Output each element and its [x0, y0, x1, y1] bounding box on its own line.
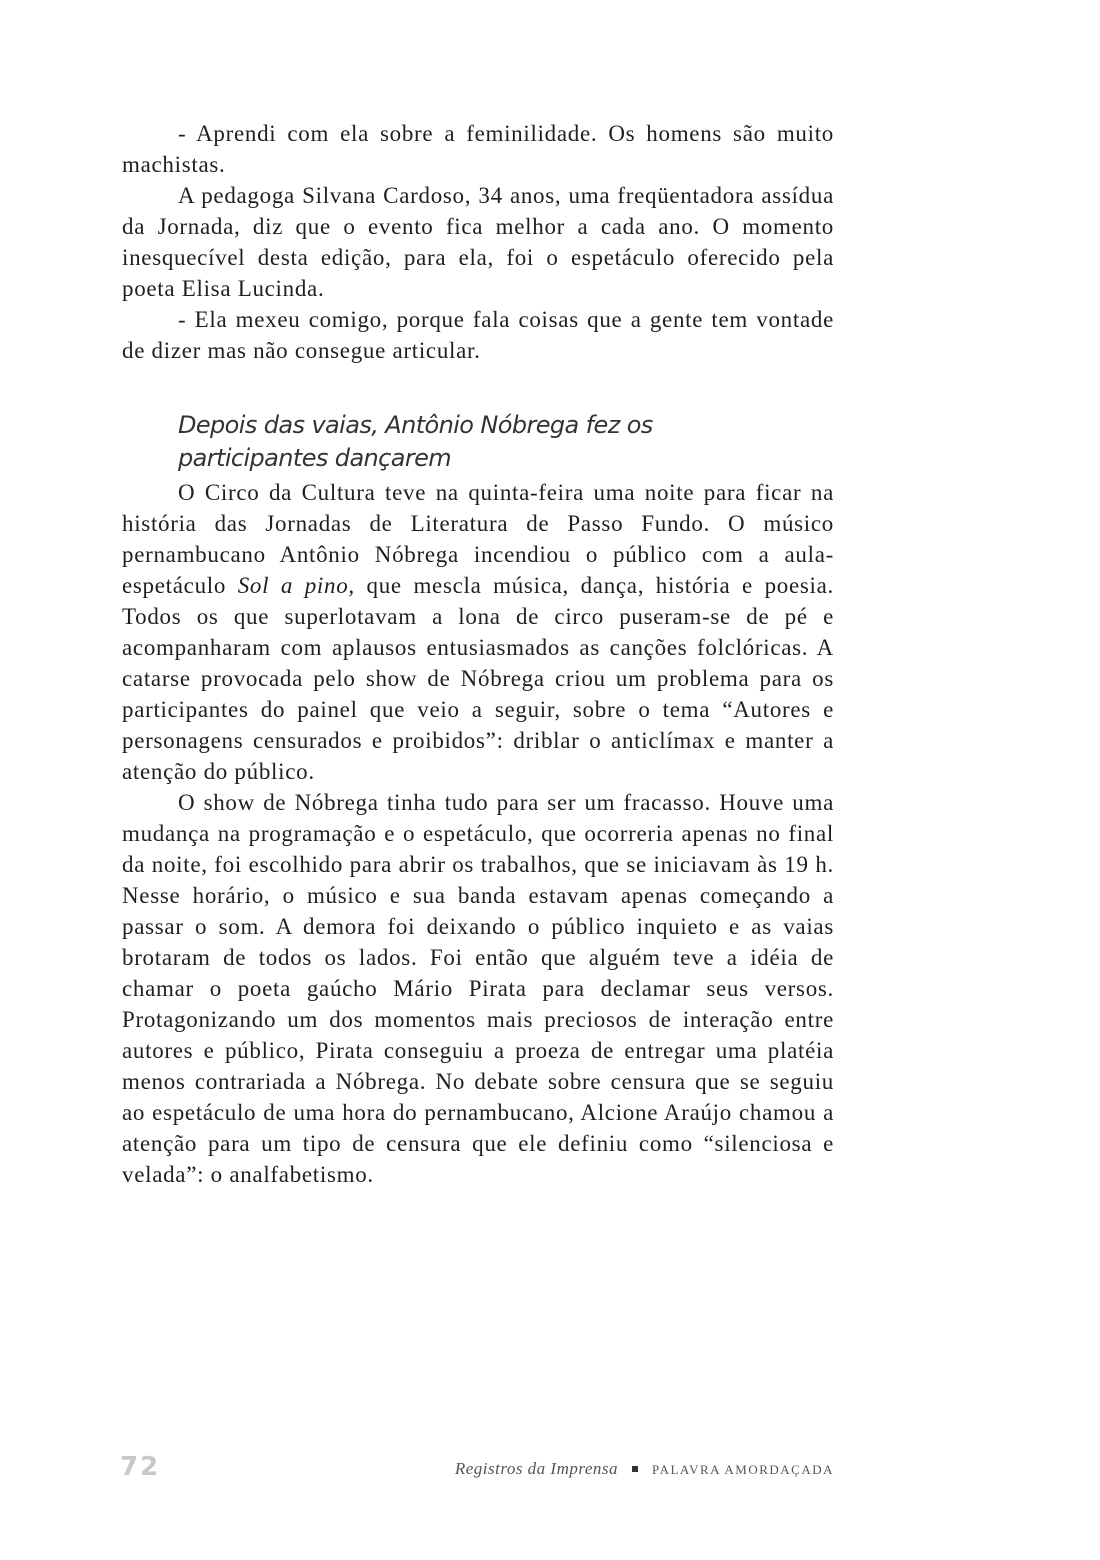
paragraph-circo-da-cultura [122, 477, 834, 787]
page-number: 72 [120, 1452, 161, 1482]
article-body [122, 118, 834, 1190]
footer-chapter-title: PALAVRA AMORDAÇADA [652, 1462, 834, 1477]
running-footer [455, 1459, 834, 1479]
quote-paragraph-1: - Aprendi com ela sobre a feminilidade. Os homens são muito machistas. [122, 121, 834, 177]
square-bullet-icon [632, 1466, 638, 1472]
section-heading: Depois das vaias, Antônio Nóbrega fez os participantes dançarem [178, 411, 653, 472]
paragraph-text-start: O Circo da Cultura teve na quinta-feira uma noite para ficar na história das Jornadas de Literatura de Passo Fundo. O músico pernambucano Antônio Nóbrega incendiou o público com a aula-espetáculo [122, 480, 834, 598]
work-title-italic: Sol a pino, [237, 573, 355, 598]
paragraph-silvana-cardoso: A pedagoga Silvana Cardoso, 34 anos, uma freqüentadora assídua da Jornada, diz que o evento fica melhor a cada ano. O momento inesquecível desta edição, para ela, foi o espetáculo oferecido pela poeta Elisa Lucinda. [122, 183, 834, 301]
quote-paragraph-2: - Ela mexeu comigo, porque fala coisas que a gente tem vontade de dizer mas não consegue articular. [122, 307, 834, 363]
footer-book-title: Registros da Imprensa [454, 1459, 619, 1478]
paragraph-show-nobrega: O show de Nóbrega tinha tudo para ser um fracasso. Houve uma mudança na programação e o espetáculo, que ocorreria apenas no final da noite, foi escolhido para abrir os trabalhos, que se iniciavam às 19 h. Nesse horário, o músico e sua banda estavam apenas começando a passar o som. A demora foi deixando o público inquieto e as vaias brotaram de todos os lados. Foi então que alguém teve a idéia de chamar o poeta gaúcho Mário Pirata para declamar seus versos. Protagonizando um dos momentos mais preciosos de interação entre autores e público, Pirata conseguiu a proeza de entregar uma platéia menos contrariada a Nóbrega. No debate sobre censura que se seguiu ao espetáculo de uma hora do pernambucano, Alcione Araújo chamou a atenção para um tipo de censura que ele definiu como “silenciosa e velada”: o analfabetismo. [122, 790, 834, 1187]
page-footer [0, 1452, 1100, 1492]
paragraph-text-end: que mescla música, dança, história e poesia. Todos os que superlotavam a lona de circo puseram-se de pé e acompanharam com aplausos entusiasmados as canções folclóricas. A catarse provocada pelo show de Nóbrega criou um problema para os participantes do painel que veio a seguir, sobre o tema “Autores e personagens censurados e proibidos”: driblar o anticlímax e manter a atenção do público. [122, 573, 835, 784]
